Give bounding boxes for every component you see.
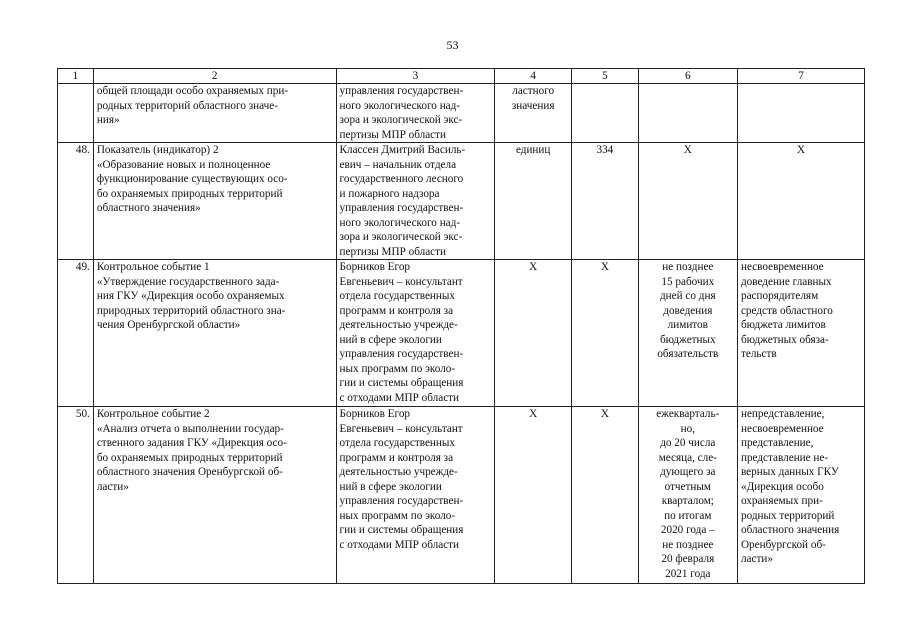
row-name: Контрольное событие 2 «Анализ отчета о выполнении государ- ственного задания ГКУ «Дирекция осо- бо охраняемых природных территорий областного значения Оренбургской об- ласти»	[93, 407, 336, 584]
events-table	[57, 68, 865, 584]
row-responsible: Классен Дмитрий Василь- евич – начальник отдела государственного лесного и пожарного надзора управления государствен- ного экологического над- зора и экологической экс- пертизы МПР области	[336, 143, 495, 260]
row-name: Контрольное событие 1 «Утверждение государственного зада- ния ГКУ «Дирекция особо охраняемых природных территорий областного зна- чения Оренбургской области»	[93, 260, 336, 407]
column-number: 2	[93, 69, 336, 84]
column-number: 1	[58, 69, 94, 84]
column-number: 7	[737, 69, 864, 84]
column-number: 6	[638, 69, 737, 84]
row-value: X	[572, 260, 639, 407]
row-unit: единиц	[495, 143, 572, 260]
row-value: X	[572, 407, 639, 584]
table-row	[58, 407, 865, 584]
row-value: 334	[572, 143, 639, 260]
row-unit: X	[495, 260, 572, 407]
column-number: 5	[572, 69, 639, 84]
row-term: ежекварталь- но, до 20 числа месяца, сле- дующего за отчетным кварталом; по итогам 2020 года – не позднее 20 февраля 2021 года	[638, 407, 737, 584]
row-risk	[737, 84, 864, 143]
row-unit: ластного значения	[495, 84, 572, 143]
row-value	[572, 84, 639, 143]
table-row	[58, 260, 865, 407]
row-term: не позднее 15 рабочих дней со дня доведения лимитов бюджетных обязательств	[638, 260, 737, 407]
row-responsible: Борников Егор Евгеньевич – консультант отдела государственных программ и контроля за деятельностью учрежде- ний в сфере экологии управления государствен- ных программ по эколо- гии и системы обращения с отходами МПР области	[336, 407, 495, 584]
column-number-row	[58, 69, 865, 84]
row-responsible: управления государствен- ного экологического над- зора и экологической экс- пертизы МПР области	[336, 84, 495, 143]
row-number: 48.	[58, 143, 94, 260]
row-risk: несвоевременное доведение главных распорядителям средств областного бюджета лимитов бюджетных обяза- тельств	[737, 260, 864, 407]
row-number: 49.	[58, 260, 94, 407]
row-unit: X	[495, 407, 572, 584]
row-term: X	[638, 143, 737, 260]
row-number: 50.	[58, 407, 94, 584]
row-number	[58, 84, 94, 143]
row-risk: X	[737, 143, 864, 260]
row-name: Показатель (индикатор) 2 «Образование новых и полноценное функционирование существующих осо- бо охраняемых природных территорий областного значения»	[93, 143, 336, 260]
table-row	[58, 143, 865, 260]
table-row	[58, 84, 865, 143]
row-term	[638, 84, 737, 143]
row-name: общей площади особо охраняемых при- родных территорий областного значе- ния»	[93, 84, 336, 143]
row-responsible: Борников Егор Евгеньевич – консультант отдела государственных программ и контроля за деятельностью учрежде- ний в сфере экологии управления государствен- ных программ по эколо- гии и системы обращения с отходами МПР области	[336, 260, 495, 407]
column-number: 4	[495, 69, 572, 84]
column-number: 3	[336, 69, 495, 84]
row-risk: непредставление, несвоевременное представление, представление не- верных данных ГКУ «Дирекция особо охраняемых при- родных территорий областного значения Оренбургской об- ласти»	[737, 407, 864, 584]
page-number: 53	[446, 38, 459, 52]
